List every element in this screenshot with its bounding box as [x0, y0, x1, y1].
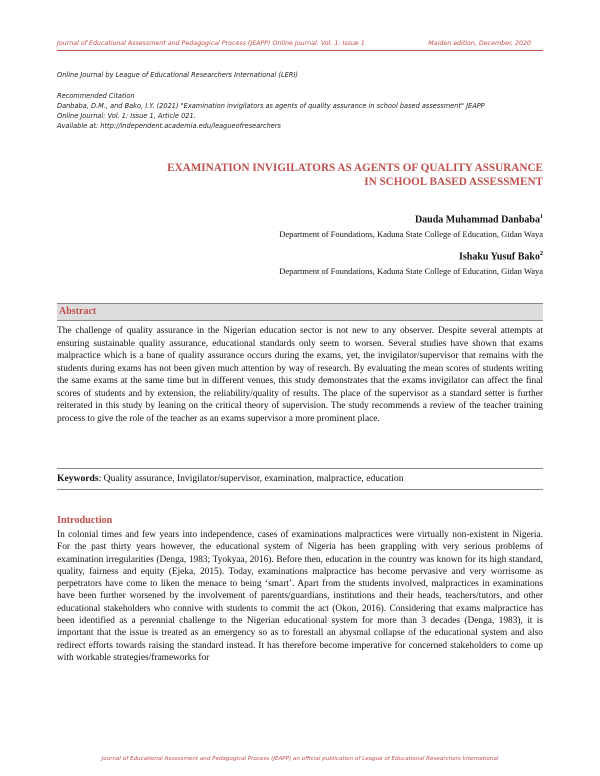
- edition-header-text: Maiden edition, December, 2020: [428, 40, 531, 47]
- citation-line-2: Online Journal: Vol. 1: Issue 1, Article 021.: [57, 112, 196, 120]
- author-1-name: [415, 214, 543, 225]
- abstract-heading-bar: [57, 303, 543, 321]
- introduction-heading: Introduction: [57, 515, 113, 526]
- author-1-sup: 1: [540, 214, 543, 220]
- abstract-text: The challenge of quality assurance in the Nigerian education sector is not new to any observer. Despite several attempts at ensuring sustainable quality assurance, educational standards only seem to worsen. Several studies have shown that exams malpractice which is a bane of quality assurance occurs during the exams, yet, the invigilator/supervisor that remains with the students during exams has not been given much attention by way of research. By evaluating the mean scores of students writing the same exams at the same time but in different venues, this study demonstrates that the exams invigilator can affect the final scores of students and by extension, the reliability/quality of results. The place of the supervisor as a standard setter is further reiterated in this study by leaning on the critical theory of supervision. The study recommends a review of the teacher training process to give the role of the teacher as an exams supervisor a more prominent place.: [57, 326, 543, 424]
- available-at-link[interactable]: Available at: http://independent.academia.edu/leagueofresearchers: [57, 122, 281, 130]
- keywords-text: : Quality assurance, Invigilator/supervisor, examination, malpractice, education: [98, 473, 404, 484]
- title-line-1: EXAMINATION INVIGILATORS AS AGENTS OF QUALITY ASSURANCE: [167, 162, 543, 174]
- introduction-text: In colonial times and few years into independence, cases of examinations malpractices were virtually non-existent in Nigeria. For the past thirty years however, the educational system of Nigeria has been grappling with very serious problems of examination irregularities (Denga, 1983; Tyokyaa, 2016). Before then, education in the country was known for its high standard, quality, fairness and equity (Ejeka, 2015). Today, examinations malpractice has become pervasive and very worrisome as perpetrators have come to liken the menace to being ‘smart’. Apart from the students involved, malpractices in examinations have been further worsened by the involvement of parents/guardians, institutions and their heads, teachers/tutors, and other educational stakeholders who connive with students to commit the act (Okon, 2016). Considering that exams malpractice has been identified as a perennial challenge to the Nigerian educational system for more than 3 decades (Denga, 1983), it is important that the issue is treated as an emergency so as to forestall an abysmal collapse of the educational system and also redirect efforts towards raising the standard instead. It has therefore become imperative for concerned stakeholders to come up with workable strategies/frameworks for: [57, 530, 543, 663]
- page-footer: Journal of Educational Assessment and Pedagogical Process (JEAPP) an official publication of League of Educational Researchers International: [101, 756, 499, 762]
- keywords-line: [57, 473, 404, 484]
- running-header: [57, 40, 543, 47]
- abstract-heading: Abstract: [59, 306, 97, 317]
- author-2-sup: 2: [540, 251, 543, 257]
- keywords-label: Keywords: [57, 473, 99, 484]
- title-line-2: IN SCHOOL BASED ASSESSMENT: [364, 176, 543, 188]
- publisher-line: Online Journal by League of Educational Researchers International (LERI): [57, 71, 298, 79]
- author-2-affiliation: Department of Foundations, Kaduna State College of Education, Gidan Waya: [279, 266, 543, 276]
- author-1-name-text: Dauda Muhammad Danbaba: [414, 214, 540, 226]
- author-2-name: [459, 251, 543, 262]
- keywords-rule-top: [57, 468, 543, 469]
- keywords-rule-bottom: [57, 489, 543, 490]
- recommended-citation-label: Recommended Citation: [57, 92, 135, 100]
- paper-title: [123, 161, 543, 189]
- citation-line-1: Danbaba, D.M., and Bako, I.Y. (2021) "Examination invigilators as agents of quality assurance in school based assessment" JEAPP: [57, 102, 485, 110]
- author-1-affiliation: Department of Foundations, Kaduna State College of Education, Gidan Waya: [279, 229, 543, 239]
- journal-header-text: Journal of Educational Assessment and Pedagogical Process (JEAPP) Online Journal: Vol. 1: Issue 1: [57, 40, 365, 47]
- author-2-name-text: Ishaku Yusuf Bako: [459, 251, 540, 263]
- header-divider: [57, 50, 543, 51]
